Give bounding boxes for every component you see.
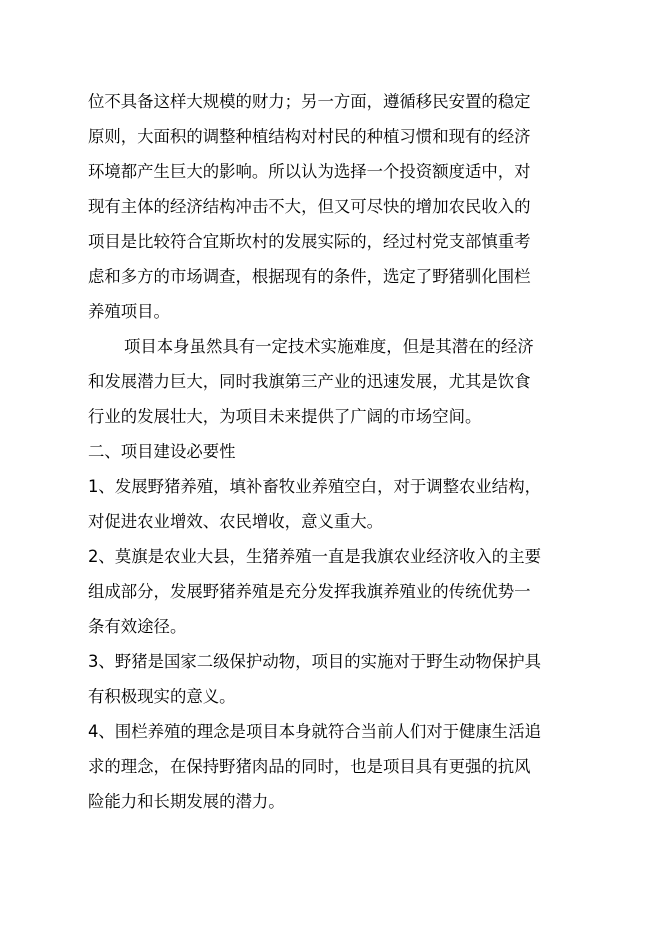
- text-line: 4、围栏养殖的理念是项目本身就符合当前人们对于健康生活追: [88, 722, 541, 741]
- text-line: 对促进农业增效、农民增收，意义重大。: [88, 512, 384, 531]
- section-heading-necessity: [88, 434, 584, 469]
- text-line: 2、莫旗是农业大县，生猪养殖一直是我旗农业经济收入的主要: [88, 547, 541, 566]
- paragraph-continued-rationale: [88, 84, 584, 329]
- necessity-item-2: [88, 539, 584, 644]
- text-line: 环境都产生巨大的影响。所以认为选择一个投资额度适中，对: [88, 162, 531, 181]
- necessity-item-4: [88, 714, 584, 819]
- text-line: 项目是比较符合宜斯坎村的发展实际的，经过村党支部慎重考: [88, 232, 531, 251]
- text-line: 位不具备这样大规模的财力；另一方面，遵循移民安置的稳定: [88, 92, 531, 111]
- text-line: 现有主体的经济结构冲击不大，但又可尽快的增加农民收入的: [88, 197, 531, 216]
- text-line: 险能力和长期发展的潜力。: [88, 792, 285, 811]
- text-line: 组成部分，发展野猪养殖是充分发挥我旗养殖业的传统优势一: [88, 582, 531, 601]
- text-line: 项目本身虽然具有一定技术实施难度，但是其潜在的经济: [124, 337, 534, 356]
- paragraph-market-potential: [88, 329, 584, 434]
- section-heading: 二、项目建设必要性: [88, 442, 236, 461]
- text-line: 和发展潜力巨大，同时我旗第三产业的迅速发展，尤其是饮食: [88, 372, 531, 391]
- necessity-item-1: [88, 469, 584, 539]
- text-line: 1、发展野猪养殖，填补畜牧业养殖空白，对于调整农业结构，: [88, 477, 541, 496]
- text-line: 有积极现实的意义。: [88, 687, 236, 706]
- text-line: 求的理念，在保持野猪肉品的同时，也是项目具有更强的抗风: [88, 757, 531, 776]
- text-line: 行业的发展壮大，为项目未来提供了广阔的市场空间。: [88, 407, 482, 426]
- text-line: 养殖项目。: [88, 302, 170, 321]
- text-line: 原则，大面积的调整种植结构对村民的种植习惯和现有的经济: [88, 127, 531, 146]
- text-line: 虑和多方的市场调查，根据现有的条件，选定了野猪驯化围栏: [88, 267, 531, 286]
- necessity-item-3: [88, 644, 584, 714]
- text-line: 3、野猪是国家二级保护动物，项目的实施对于野生动物保护具: [88, 652, 541, 671]
- text-line: 条有效途径。: [88, 617, 187, 636]
- document-body: [88, 84, 584, 819]
